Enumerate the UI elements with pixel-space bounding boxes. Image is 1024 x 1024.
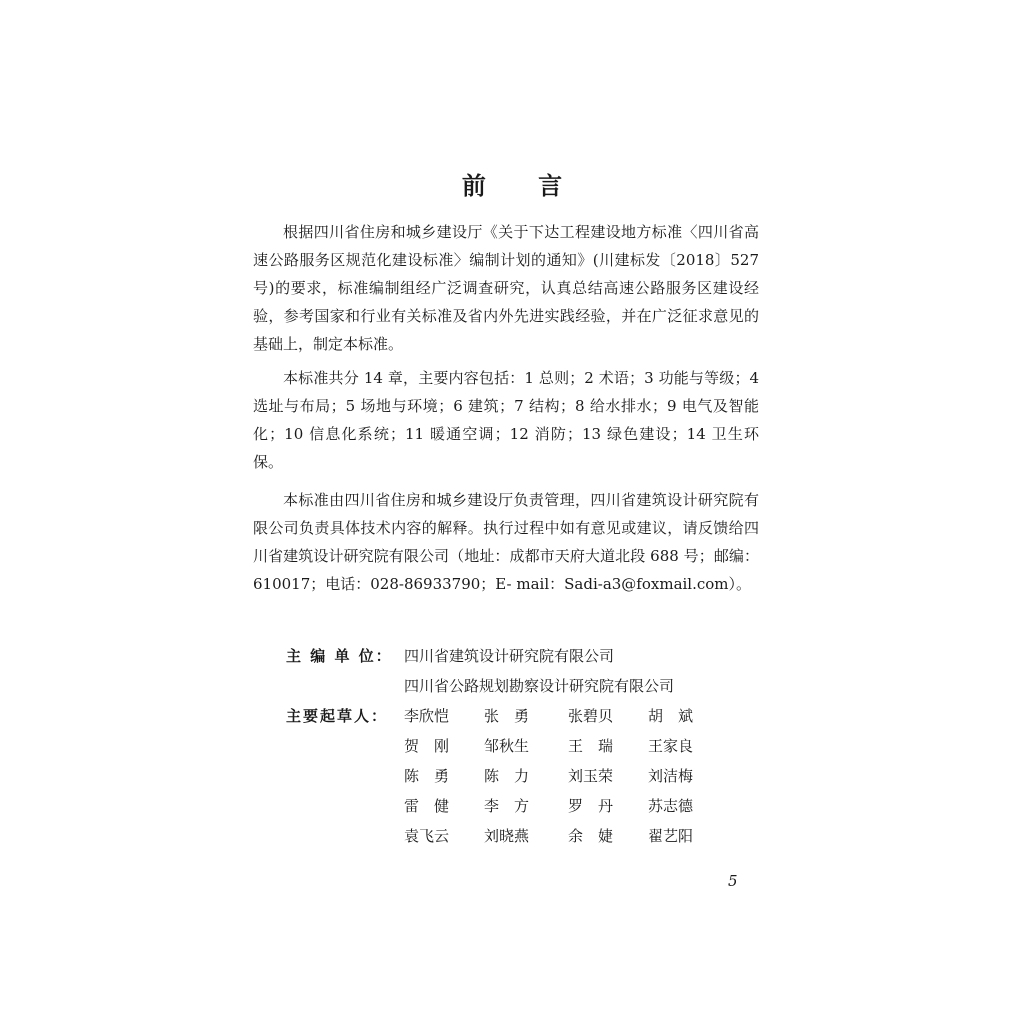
chief-unit: 四川省建筑设计研究院有限公司	[404, 647, 615, 665]
preface-body	[253, 218, 759, 606]
drafter-name: 罗 丹	[568, 797, 614, 815]
chief-unit: 四川省公路规划勘察设计研究院有限公司	[404, 677, 675, 695]
drafter-name: 贺 刚	[404, 737, 450, 755]
drafters-label: 主要起草人：	[286, 707, 389, 725]
drafters-row	[286, 701, 728, 851]
drafter-name: 刘洁梅	[648, 767, 694, 785]
drafter-name: 苏志德	[648, 797, 694, 815]
paragraph: 本标准共分 14 章，主要内容包括：1 总则；2 术语；3 功能与等级；4 选址与布局；5 场地与环境；6 建筑；7 结构；8 给水排水；9 电气及智能化；10 信息化系统；11 暖通空调；12 消防；13 绿色建设；14 卫生环保。	[253, 369, 759, 471]
page-number: 5	[728, 872, 738, 890]
drafter-name: 余 婕	[568, 827, 614, 845]
page-title: 前 言	[461, 171, 585, 200]
drafter-name: 张 勇	[484, 707, 530, 725]
credits	[286, 641, 728, 851]
chief-units-row	[286, 641, 728, 701]
chief-units-label: 主 编 单 位：	[286, 647, 393, 665]
drafter-name: 刘玉荣	[568, 767, 614, 785]
paragraph: 根据四川省住房和城乡建设厅《关于下达工程建设地方标准〈四川省高速公路服务区规范化建设标准〉编制计划的通知》(川建标发〔2018〕527 号)的要求，标准编制组经广泛调查研究，认真总结高速公路服务区建设经验，参考国家和行业有关标准及省内外先进实践经验，并在广泛征求意见的基础上，制定本标准。	[253, 223, 759, 353]
drafter-name: 胡 斌	[648, 707, 694, 725]
chief-units-list	[404, 641, 674, 701]
paragraph: 本标准由四川省住房和城乡建设厅负责管理，四川省建筑设计研究院有限公司负责具体技术内容的解释。执行过程中如有意见或建议，请反馈给四川省建筑设计研究院有限公司（地址：成都市天府大道北段 688 号；邮编：610017；电话：028-86933790；E- mail：Sadi-a3@foxmail.com）。	[253, 491, 759, 593]
drafter-name: 王 瑞	[568, 737, 614, 755]
drafter-name: 翟艺阳	[648, 827, 694, 845]
drafter-name: 李 方	[484, 797, 530, 815]
drafter-name: 张碧贝	[568, 707, 614, 725]
drafter-name: 李欣恺	[404, 707, 450, 725]
drafter-name: 陈 勇	[404, 767, 450, 785]
drafter-name: 雷 健	[404, 797, 450, 815]
drafter-name: 陈 力	[484, 767, 530, 785]
drafter-name: 王家良	[648, 737, 694, 755]
drafter-name: 刘晓燕	[484, 827, 530, 845]
drafter-name: 袁飞云	[404, 827, 450, 845]
drafters-grid	[404, 701, 728, 851]
drafter-name: 邹秋生	[484, 737, 530, 755]
